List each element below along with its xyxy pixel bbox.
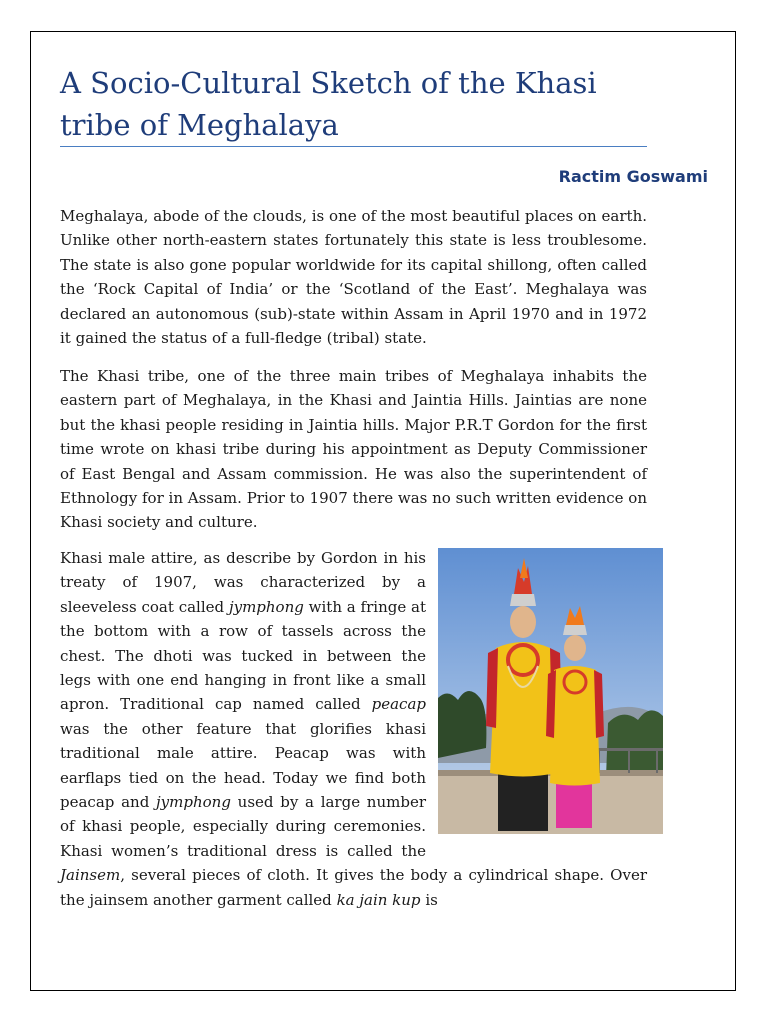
paragraph-1: Meghalaya, abode of the clouds, is one of the most beautiful places on earth. Unlike other north-eastern states fortunately this state is less troublesome. The state is also gone popular worldwide for its capital shillong, often called the ‘Rock Capital of India’ or the ‘Scotland of the East’. Meghalaya was declared an autonomous (sub)-state within Assam in April 1970 and in 1972 it gained the status of a full-fledge (tribal) state.	[60, 207, 647, 348]
document-title: A Socio-Cultural Sketch of the Khasi tribe of Meghalaya	[60, 66, 597, 142]
author-name: Ractim Goswami	[558, 167, 708, 186]
p3-text-4: used by a large number of khasi people, especially during ceremonies. Khasi women’s traditional dress is called the	[60, 793, 427, 860]
p3-term-jainsem: Jainsem	[60, 866, 121, 885]
p3-term-jymphong-2: jymphong	[156, 793, 231, 812]
p3-term-jymphong: jymphong	[228, 597, 304, 616]
p3-term-peacap: peacap	[371, 695, 426, 714]
title-divider	[60, 146, 647, 147]
p3-term-ka-jain-kup: ka jain kup	[336, 890, 421, 909]
paragraph-2: The Khasi tribe, one of the three main tribes of Meghalaya inhabits the eastern part of Meghalaya, in the Khasi and Jaintia Hills. Jaintias are none but the khasi people residing in Jaintia hills. Major P.R.T Gordon for the first time wrote on khasi tribe during his appointment as Deputy Commissioner of East Bengal and Assam commission. He was also the superintendent of Ethnology for in Assam. Prior to 1907 there was no such written evidence on Khasi society and culture.	[60, 367, 647, 532]
paragraph-3	[60, 546, 647, 912]
p3-text-3: was the other feature that glorifies khasi traditional male attire. Peacap was with earflaps tied on the head. Today we find both peacap and	[60, 719, 426, 812]
p3-text-2: with a fringe at the bottom with a row of tassels across the chest. The dhoti was tucked in between the legs with one end hanging in front like a small apron. Traditional cap named called	[60, 597, 426, 714]
p3-text-6: is	[420, 890, 438, 909]
p3-text-1: Khasi male attire, as describe by Gordon in his treaty of 1907, was characterized by a sleeveless coat called	[60, 549, 426, 616]
p3-text-5: , several pieces of cloth. It gives the body a cylindrical shape. Over the jainsem another garment called	[60, 866, 647, 909]
khasi-attire-photo	[438, 548, 663, 834]
